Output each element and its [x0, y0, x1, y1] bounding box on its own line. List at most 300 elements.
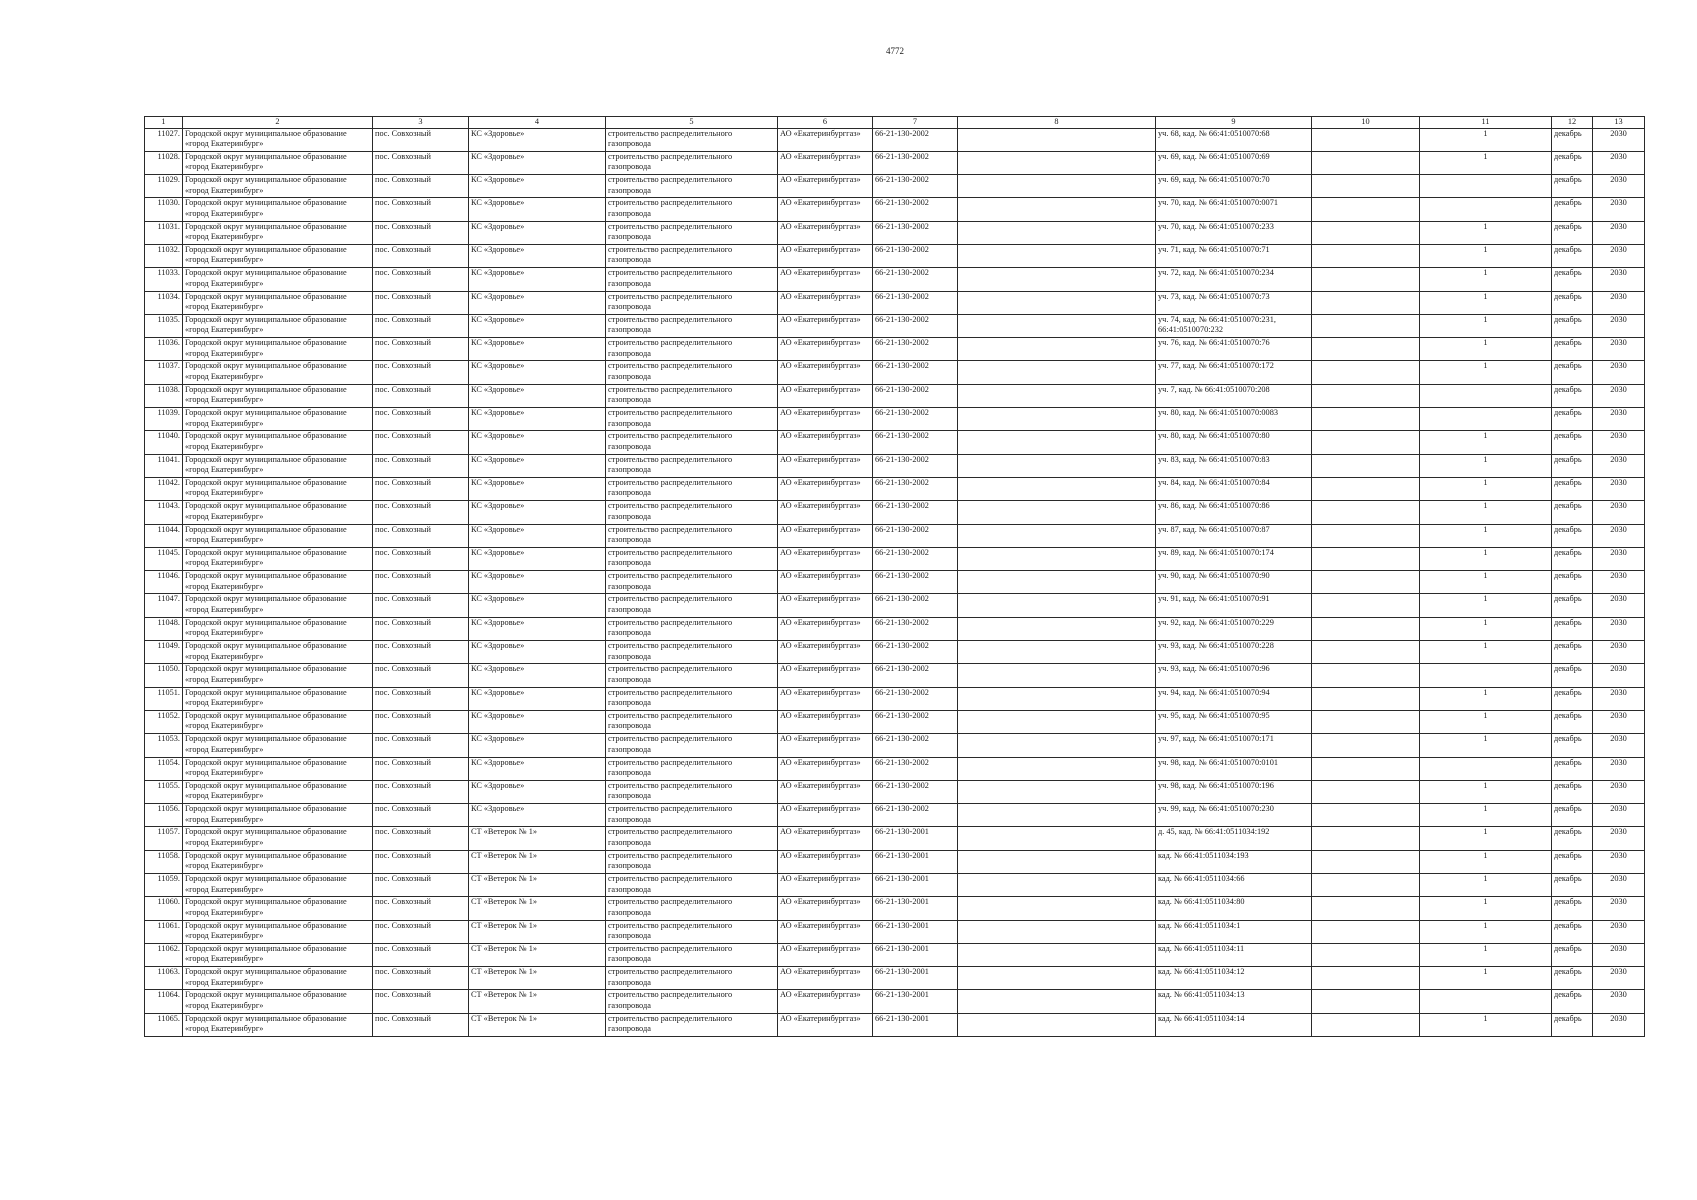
municipality-cell: Городской округ муниципальное образование «город Екатеринбург» [183, 594, 373, 617]
row-number-cell: 11039. [145, 408, 183, 431]
table-row [145, 967, 1645, 990]
operator-cell: АО «Екатеринбурггаз» [778, 780, 873, 803]
territory-cell: КС «Здоровье» [469, 221, 606, 244]
work-type-cell: строительство распределительного газопровода [606, 477, 778, 500]
work-type-cell: строительство распределительного газопровода [606, 221, 778, 244]
column-8-cell [958, 897, 1156, 920]
settlement-cell: пос. Совхозный [373, 664, 469, 687]
settlement-cell: пос. Совхозный [373, 501, 469, 524]
territory-cell: СТ «Ветерок № 1» [469, 1013, 606, 1036]
month-cell: декабрь [1552, 151, 1593, 174]
column-8-cell [958, 314, 1156, 337]
program-code-cell: 66-21-130-2002 [873, 431, 958, 454]
territory-cell: КС «Здоровье» [469, 431, 606, 454]
settlement-cell: пос. Совхозный [373, 408, 469, 431]
work-type-cell: строительство распределительного газопровода [606, 454, 778, 477]
municipality-cell: Городской округ муниципальное образование «город Екатеринбург» [183, 384, 373, 407]
month-cell: декабрь [1552, 943, 1593, 966]
year-cell: 2030 [1593, 221, 1645, 244]
operator-cell: АО «Екатеринбурггаз» [778, 571, 873, 594]
municipality-cell: Городской округ муниципальное образование «город Екатеринбург» [183, 291, 373, 314]
program-code-cell: 66-21-130-2002 [873, 501, 958, 524]
table-row [145, 617, 1645, 640]
column-header: 8 [958, 117, 1156, 129]
operator-cell: АО «Екатеринбурггаз» [778, 617, 873, 640]
operator-cell: АО «Екатеринбурггаз» [778, 664, 873, 687]
column-8-cell [958, 501, 1156, 524]
year-cell: 2030 [1593, 827, 1645, 850]
program-code-cell: 66-21-130-2002 [873, 477, 958, 500]
work-type-cell: строительство распределительного газопровода [606, 990, 778, 1013]
territory-cell: КС «Здоровье» [469, 408, 606, 431]
column-10-cell [1312, 408, 1420, 431]
program-code-cell: 66-21-130-2001 [873, 967, 958, 990]
year-cell: 2030 [1593, 757, 1645, 780]
column-10-cell [1312, 850, 1420, 873]
program-code-cell: 66-21-130-2002 [873, 594, 958, 617]
operator-cell: АО «Екатеринбурггаз» [778, 128, 873, 151]
municipality-cell: Городской округ муниципальное образование «город Екатеринбург» [183, 524, 373, 547]
column-8-cell [958, 710, 1156, 733]
table-row [145, 361, 1645, 384]
operator-cell: АО «Екатеринбурггаз» [778, 990, 873, 1013]
year-cell: 2030 [1593, 361, 1645, 384]
municipality-cell: Городской округ муниципальное образование «город Екатеринбург» [183, 664, 373, 687]
cadastral-number-cell: уч. 72, кад. № 66:41:0510070:234 [1156, 268, 1312, 291]
work-type-cell: строительство распределительного газопровода [606, 734, 778, 757]
territory-cell: КС «Здоровье» [469, 268, 606, 291]
table-row [145, 175, 1645, 198]
row-number-cell: 11027. [145, 128, 183, 151]
row-number-cell: 11063. [145, 967, 183, 990]
row-number-cell: 11056. [145, 804, 183, 827]
municipality-cell: Городской округ муниципальное образование «город Екатеринбург» [183, 967, 373, 990]
count-cell: 1 [1420, 501, 1552, 524]
row-number-cell: 11033. [145, 268, 183, 291]
row-number-cell: 11045. [145, 547, 183, 570]
program-code-cell: 66-21-130-2001 [873, 874, 958, 897]
year-cell: 2030 [1593, 804, 1645, 827]
operator-cell: АО «Екатеринбурггаз» [778, 827, 873, 850]
program-code-cell: 66-21-130-2002 [873, 757, 958, 780]
settlement-cell: пос. Совхозный [373, 244, 469, 267]
program-code-cell: 66-21-130-2002 [873, 384, 958, 407]
column-8-cell [958, 384, 1156, 407]
row-number-cell: 11065. [145, 1013, 183, 1036]
year-cell: 2030 [1593, 920, 1645, 943]
month-cell: декабрь [1552, 198, 1593, 221]
table-row [145, 920, 1645, 943]
column-10-cell [1312, 128, 1420, 151]
year-cell: 2030 [1593, 384, 1645, 407]
work-type-cell: строительство распределительного газопровода [606, 291, 778, 314]
count-cell: 1 [1420, 897, 1552, 920]
cadastral-number-cell: уч. 68, кад. № 66:41:0510070:68 [1156, 128, 1312, 151]
column-10-cell [1312, 314, 1420, 337]
settlement-cell: пос. Совхозный [373, 594, 469, 617]
cadastral-number-cell: уч. 91, кад. № 66:41:0510070:91 [1156, 594, 1312, 617]
year-cell: 2030 [1593, 524, 1645, 547]
operator-cell: АО «Екатеринбурггаз» [778, 547, 873, 570]
column-header: 6 [778, 117, 873, 129]
work-type-cell: строительство распределительного газопровода [606, 338, 778, 361]
cadastral-number-cell: уч. 80, кад. № 66:41:0510070:80 [1156, 431, 1312, 454]
program-code-cell: 66-21-130-2002 [873, 244, 958, 267]
year-cell: 2030 [1593, 454, 1645, 477]
program-code-cell: 66-21-130-2002 [873, 408, 958, 431]
cadastral-number-cell: уч. 73, кад. № 66:41:0510070:73 [1156, 291, 1312, 314]
column-8-cell [958, 571, 1156, 594]
month-cell: декабрь [1552, 221, 1593, 244]
table-row [145, 384, 1645, 407]
column-header: 1 [145, 117, 183, 129]
row-number-cell: 11036. [145, 338, 183, 361]
work-type-cell: строительство распределительного газопровода [606, 571, 778, 594]
cadastral-number-cell: уч. 94, кад. № 66:41:0510070:94 [1156, 687, 1312, 710]
territory-cell: СТ «Ветерок № 1» [469, 897, 606, 920]
table-row [145, 804, 1645, 827]
work-type-cell: строительство распределительного газопровода [606, 710, 778, 733]
column-header: 11 [1420, 117, 1552, 129]
column-8-cell [958, 780, 1156, 803]
column-8-cell [958, 990, 1156, 1013]
settlement-cell: пос. Совхозный [373, 477, 469, 500]
count-cell: 1 [1420, 943, 1552, 966]
work-type-cell: строительство распределительного газопровода [606, 175, 778, 198]
column-8-cell [958, 594, 1156, 617]
work-type-cell: строительство распределительного газопровода [606, 431, 778, 454]
operator-cell: АО «Екатеринбурггаз» [778, 1013, 873, 1036]
program-code-cell: 66-21-130-2001 [873, 897, 958, 920]
work-type-cell: строительство распределительного газопровода [606, 641, 778, 664]
municipality-cell: Городской округ муниципальное образование «город Екатеринбург» [183, 710, 373, 733]
column-8-cell [958, 268, 1156, 291]
table-row [145, 501, 1645, 524]
territory-cell: КС «Здоровье» [469, 571, 606, 594]
settlement-cell: пос. Совхозный [373, 757, 469, 780]
year-cell: 2030 [1593, 780, 1645, 803]
column-8-cell [958, 361, 1156, 384]
territory-cell: КС «Здоровье» [469, 780, 606, 803]
count-cell: 1 [1420, 874, 1552, 897]
work-type-cell: строительство распределительного газопровода [606, 501, 778, 524]
cadastral-number-cell: уч. 76, кад. № 66:41:0510070:76 [1156, 338, 1312, 361]
column-8-cell [958, 175, 1156, 198]
program-code-cell: 66-21-130-2001 [873, 850, 958, 873]
work-type-cell: строительство распределительного газопровода [606, 850, 778, 873]
settlement-cell: пос. Совхозный [373, 990, 469, 1013]
territory-cell: КС «Здоровье» [469, 524, 606, 547]
operator-cell: АО «Екатеринбурггаз» [778, 897, 873, 920]
count-cell: 1 [1420, 734, 1552, 757]
table-row [145, 1013, 1645, 1036]
year-cell: 2030 [1593, 850, 1645, 873]
year-cell: 2030 [1593, 571, 1645, 594]
municipality-cell: Городской округ муниципальное образование «город Екатеринбург» [183, 874, 373, 897]
settlement-cell: пос. Совхозный [373, 967, 469, 990]
month-cell: декабрь [1552, 175, 1593, 198]
territory-cell: СТ «Ветерок № 1» [469, 874, 606, 897]
column-10-cell [1312, 291, 1420, 314]
program-code-cell: 66-21-130-2002 [873, 151, 958, 174]
work-type-cell: строительство распределительного газопровода [606, 687, 778, 710]
municipality-cell: Городской округ муниципальное образование «город Екатеринбург» [183, 990, 373, 1013]
settlement-cell: пос. Совхозный [373, 641, 469, 664]
settlement-cell: пос. Совхозный [373, 454, 469, 477]
year-cell: 2030 [1593, 314, 1645, 337]
column-8-cell [958, 338, 1156, 361]
row-number-cell: 11047. [145, 594, 183, 617]
registry-table [144, 116, 1645, 1037]
territory-cell: КС «Здоровье» [469, 477, 606, 500]
table-row [145, 780, 1645, 803]
municipality-cell: Городской округ муниципальное образование «город Екатеринбург» [183, 687, 373, 710]
cadastral-number-cell: кад. № 66:41:0511034:193 [1156, 850, 1312, 873]
settlement-cell: пос. Совхозный [373, 943, 469, 966]
program-code-cell: 66-21-130-2002 [873, 524, 958, 547]
row-number-cell: 11029. [145, 175, 183, 198]
operator-cell: АО «Екатеринбурггаз» [778, 198, 873, 221]
municipality-cell: Городской округ муниципальное образование «город Екатеринбург» [183, 804, 373, 827]
row-number-cell: 11028. [145, 151, 183, 174]
month-cell: декабрь [1552, 827, 1593, 850]
territory-cell: КС «Здоровье» [469, 244, 606, 267]
count-cell: 1 [1420, 431, 1552, 454]
row-number-cell: 11030. [145, 198, 183, 221]
cadastral-number-cell: уч. 92, кад. № 66:41:0510070:229 [1156, 617, 1312, 640]
table-row [145, 477, 1645, 500]
row-number-cell: 11050. [145, 664, 183, 687]
territory-cell: КС «Здоровье» [469, 641, 606, 664]
municipality-cell: Городской округ муниципальное образование «город Екатеринбург» [183, 221, 373, 244]
column-8-cell [958, 221, 1156, 244]
settlement-cell: пос. Совхозный [373, 687, 469, 710]
municipality-cell: Городской округ муниципальное образование «город Екатеринбург» [183, 827, 373, 850]
table-row [145, 221, 1645, 244]
year-cell: 2030 [1593, 943, 1645, 966]
column-header: 5 [606, 117, 778, 129]
table-row [145, 687, 1645, 710]
column-10-cell [1312, 268, 1420, 291]
settlement-cell: пос. Совхозный [373, 827, 469, 850]
column-8-cell [958, 874, 1156, 897]
work-type-cell: строительство распределительного газопровода [606, 547, 778, 570]
territory-cell: СТ «Ветерок № 1» [469, 990, 606, 1013]
row-number-cell: 11054. [145, 757, 183, 780]
program-code-cell: 66-21-130-2002 [873, 641, 958, 664]
count-cell [1420, 384, 1552, 407]
program-code-cell: 66-21-130-2002 [873, 710, 958, 733]
settlement-cell: пос. Совхозный [373, 920, 469, 943]
row-number-cell: 11046. [145, 571, 183, 594]
month-cell: декабрь [1552, 361, 1593, 384]
work-type-cell: строительство распределительного газопровода [606, 664, 778, 687]
territory-cell: КС «Здоровье» [469, 547, 606, 570]
program-code-cell: 66-21-130-2002 [873, 175, 958, 198]
territory-cell: КС «Здоровье» [469, 594, 606, 617]
month-cell: декабрь [1552, 477, 1593, 500]
cadastral-number-cell: уч. 98, кад. № 66:41:0510070:196 [1156, 780, 1312, 803]
column-8-cell [958, 477, 1156, 500]
territory-cell: КС «Здоровье» [469, 198, 606, 221]
settlement-cell: пос. Совхозный [373, 361, 469, 384]
municipality-cell: Городской округ муниципальное образование «город Екатеринбург» [183, 175, 373, 198]
cadastral-number-cell: уч. 69, кад. № 66:41:0510070:70 [1156, 175, 1312, 198]
count-cell: 1 [1420, 338, 1552, 361]
program-code-cell: 66-21-130-2002 [873, 128, 958, 151]
municipality-cell: Городской округ муниципальное образование «город Екатеринбург» [183, 244, 373, 267]
settlement-cell: пос. Совхозный [373, 547, 469, 570]
month-cell: декабрь [1552, 734, 1593, 757]
column-header: 12 [1552, 117, 1593, 129]
municipality-cell: Городской округ муниципальное образование «город Екатеринбург» [183, 850, 373, 873]
count-cell [1420, 408, 1552, 431]
count-cell: 1 [1420, 221, 1552, 244]
settlement-cell: пос. Совхозный [373, 384, 469, 407]
month-cell: декабрь [1552, 128, 1593, 151]
territory-cell: СТ «Ветерок № 1» [469, 967, 606, 990]
operator-cell: АО «Екатеринбурггаз» [778, 804, 873, 827]
year-cell: 2030 [1593, 244, 1645, 267]
table-row [145, 664, 1645, 687]
count-cell: 1 [1420, 524, 1552, 547]
program-code-cell: 66-21-130-2002 [873, 291, 958, 314]
year-cell: 2030 [1593, 175, 1645, 198]
work-type-cell: строительство распределительного газопровода [606, 827, 778, 850]
operator-cell: АО «Екатеринбурггаз» [778, 361, 873, 384]
count-cell: 1 [1420, 244, 1552, 267]
year-cell: 2030 [1593, 477, 1645, 500]
year-cell: 2030 [1593, 501, 1645, 524]
territory-cell: КС «Здоровье» [469, 804, 606, 827]
municipality-cell: Городской округ муниципальное образование «город Екатеринбург» [183, 501, 373, 524]
count-cell: 1 [1420, 967, 1552, 990]
municipality-cell: Городской округ муниципальное образование «город Екатеринбург» [183, 571, 373, 594]
operator-cell: АО «Екатеринбурггаз» [778, 268, 873, 291]
row-number-cell: 11057. [145, 827, 183, 850]
column-8-cell [958, 943, 1156, 966]
count-cell: 1 [1420, 454, 1552, 477]
cadastral-number-cell: уч. 97, кад. № 66:41:0510070:171 [1156, 734, 1312, 757]
column-10-cell [1312, 641, 1420, 664]
municipality-cell: Городской округ муниципальное образование «город Екатеринбург» [183, 198, 373, 221]
count-cell: 1 [1420, 780, 1552, 803]
operator-cell: АО «Екатеринбурггаз» [778, 874, 873, 897]
count-cell [1420, 175, 1552, 198]
operator-cell: АО «Екатеринбурггаз» [778, 244, 873, 267]
column-8-cell [958, 687, 1156, 710]
column-header: 2 [183, 117, 373, 129]
settlement-cell: пос. Совхозный [373, 804, 469, 827]
program-code-cell: 66-21-130-2002 [873, 338, 958, 361]
territory-cell: КС «Здоровье» [469, 687, 606, 710]
territory-cell: КС «Здоровье» [469, 757, 606, 780]
table-row [145, 641, 1645, 664]
municipality-cell: Городской округ муниципальное образование «город Екатеринбург» [183, 454, 373, 477]
column-10-cell [1312, 361, 1420, 384]
work-type-cell: строительство распределительного газопровода [606, 897, 778, 920]
column-10-cell [1312, 244, 1420, 267]
count-cell: 1 [1420, 804, 1552, 827]
column-10-cell [1312, 897, 1420, 920]
month-cell: декабрь [1552, 244, 1593, 267]
month-cell: декабрь [1552, 710, 1593, 733]
column-10-cell [1312, 198, 1420, 221]
column-8-cell [958, 547, 1156, 570]
operator-cell: АО «Екатеринбурггаз» [778, 384, 873, 407]
cadastral-number-cell: уч. 93, кад. № 66:41:0510070:228 [1156, 641, 1312, 664]
count-cell: 1 [1420, 361, 1552, 384]
count-cell: 1 [1420, 1013, 1552, 1036]
program-code-cell: 66-21-130-2001 [873, 990, 958, 1013]
row-number-cell: 11055. [145, 780, 183, 803]
municipality-cell: Городской округ муниципальное образование «город Екатеринбург» [183, 734, 373, 757]
program-code-cell: 66-21-130-2002 [873, 547, 958, 570]
month-cell: декабрь [1552, 291, 1593, 314]
territory-cell: СТ «Ветерок № 1» [469, 850, 606, 873]
column-8-cell [958, 920, 1156, 943]
table-row [145, 338, 1645, 361]
count-cell: 1 [1420, 128, 1552, 151]
cadastral-number-cell: уч. 93, кад. № 66:41:0510070:96 [1156, 664, 1312, 687]
territory-cell: КС «Здоровье» [469, 314, 606, 337]
column-number-row [145, 117, 1645, 129]
program-code-cell: 66-21-130-2002 [873, 664, 958, 687]
month-cell: декабрь [1552, 617, 1593, 640]
operator-cell: АО «Екатеринбурггаз» [778, 501, 873, 524]
column-8-cell [958, 804, 1156, 827]
work-type-cell: строительство распределительного газопровода [606, 408, 778, 431]
year-cell: 2030 [1593, 291, 1645, 314]
year-cell: 2030 [1593, 198, 1645, 221]
municipality-cell: Городской округ муниципальное образование «город Екатеринбург» [183, 920, 373, 943]
territory-cell: КС «Здоровье» [469, 617, 606, 640]
column-8-cell [958, 198, 1156, 221]
table-row [145, 431, 1645, 454]
year-cell: 2030 [1593, 687, 1645, 710]
row-number-cell: 11059. [145, 874, 183, 897]
cadastral-number-cell: кад. № 66:41:0511034:13 [1156, 990, 1312, 1013]
municipality-cell: Городской округ муниципальное образование «город Екатеринбург» [183, 338, 373, 361]
operator-cell: АО «Екатеринбурггаз» [778, 477, 873, 500]
table-row [145, 314, 1645, 337]
month-cell: декабрь [1552, 524, 1593, 547]
program-code-cell: 66-21-130-2002 [873, 804, 958, 827]
count-cell [1420, 990, 1552, 1013]
row-number-cell: 11053. [145, 734, 183, 757]
table-row [145, 291, 1645, 314]
cadastral-number-cell: уч. 90, кад. № 66:41:0510070:90 [1156, 571, 1312, 594]
month-cell: декабрь [1552, 454, 1593, 477]
program-code-cell: 66-21-130-2002 [873, 361, 958, 384]
operator-cell: АО «Екатеринбурггаз» [778, 757, 873, 780]
program-code-cell: 66-21-130-2002 [873, 221, 958, 244]
column-10-cell [1312, 920, 1420, 943]
settlement-cell: пос. Совхозный [373, 198, 469, 221]
table-row [145, 198, 1645, 221]
work-type-cell: строительство распределительного газопровода [606, 874, 778, 897]
operator-cell: АО «Екатеринбурггаз» [778, 151, 873, 174]
column-10-cell [1312, 501, 1420, 524]
municipality-cell: Городской округ муниципальное образование «город Екатеринбург» [183, 897, 373, 920]
count-cell: 1 [1420, 151, 1552, 174]
year-cell: 2030 [1593, 431, 1645, 454]
count-cell: 1 [1420, 571, 1552, 594]
row-number-cell: 11040. [145, 431, 183, 454]
program-code-cell: 66-21-130-2002 [873, 268, 958, 291]
cadastral-number-cell: уч. 71, кад. № 66:41:0510070:71 [1156, 244, 1312, 267]
column-10-cell [1312, 477, 1420, 500]
